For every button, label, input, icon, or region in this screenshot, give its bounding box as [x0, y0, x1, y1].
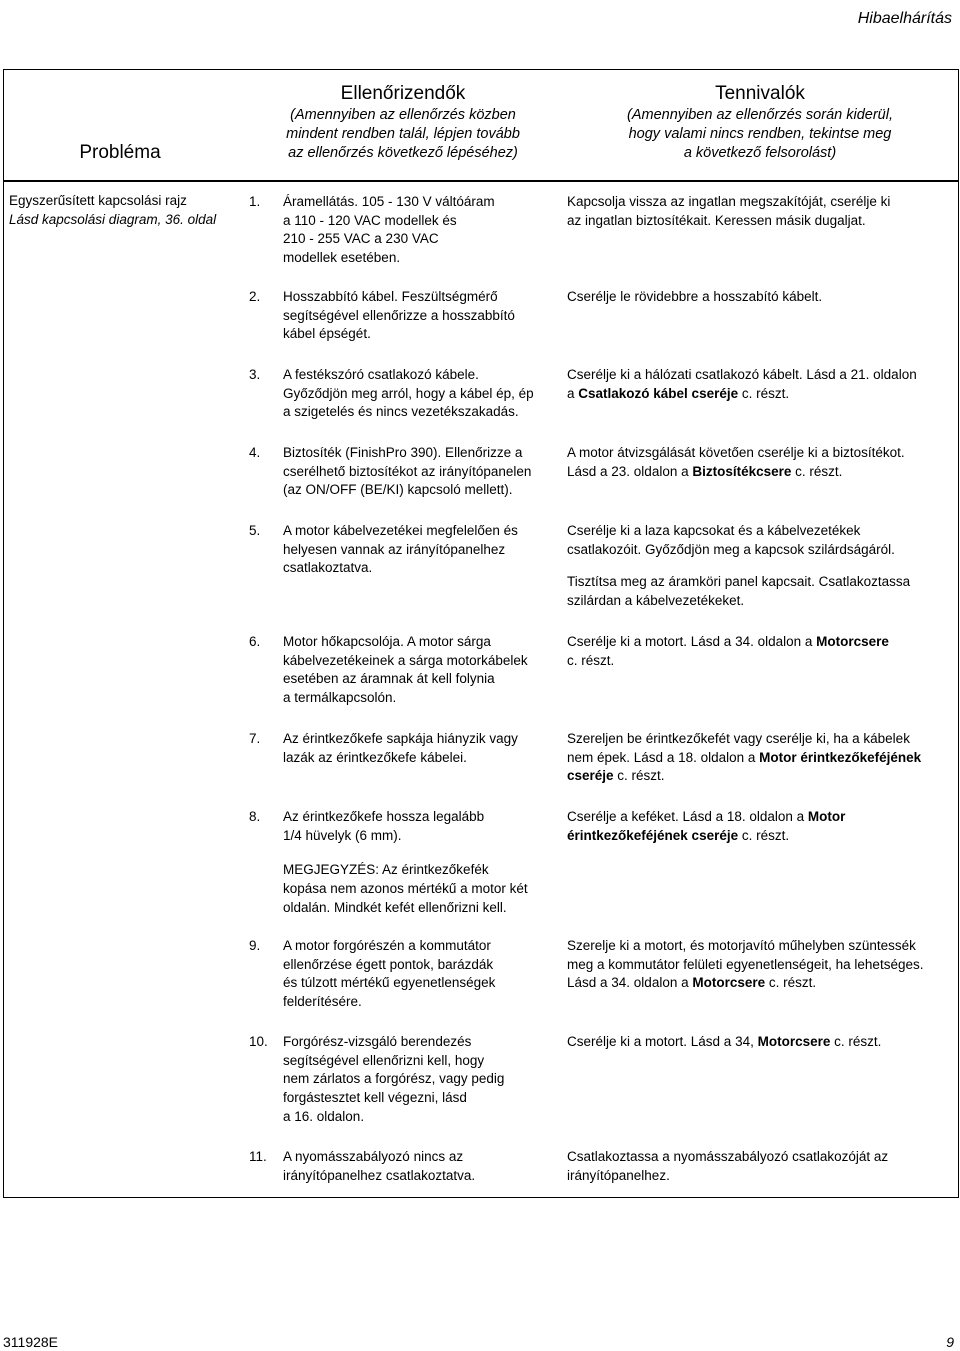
- problem-cell: [9, 192, 216, 229]
- row-5-action-line: csatlakozóit. Győződjön meg a kapcsok szilárdságáról.: [567, 541, 895, 557]
- row-7-action-line: Szereljen be érintkezőkefét vagy cserélje ki, ha a kábelek: [567, 731, 910, 746]
- row-9-check-line: és túlzott mértékű egyenetlenségek: [283, 975, 496, 991]
- header-action-sub-1: (Amennyiben az ellenőrzés során kiderül,: [627, 107, 893, 123]
- row-5-action-line: Cserélje ki a laza kapcsokat és a kábelvezetékek: [567, 523, 861, 538]
- row-2-check-line: Hosszabbító kábel. Feszültségmérő: [283, 289, 498, 304]
- row-10-action-line: [567, 1033, 959, 1052]
- row-7-action-text: nem épek. Lásd a 18. oldalon a: [567, 749, 760, 765]
- row-4-action-text: c. részt.: [791, 463, 843, 479]
- row-10-action-text: c. részt.: [830, 1034, 882, 1049]
- row-6-check-line: esetében az áramnak át kell folynia: [283, 671, 495, 687]
- row-8-note-line: MEGJEGYZÉS: Az érintkezőkefék: [283, 862, 489, 878]
- problem-reference: Lásd kapcsolási diagram, 36. oldal: [9, 211, 217, 227]
- row-3-number: 3.: [249, 367, 261, 382]
- row-6-check-line: Motor hőkapcsolója. A motor sárga: [283, 634, 491, 649]
- row-9-action-line: [567, 974, 959, 993]
- row-1-check-line: Áramellátás. 105 - 130 V váltóáram: [283, 194, 495, 209]
- row-5-action-line: szilárdan a kábelvezetékeket.: [567, 593, 745, 609]
- row-2-check-line: segítségével ellenőrizze a hosszabbító: [283, 307, 515, 323]
- header-rule: [4, 180, 958, 182]
- row-6-action: [567, 633, 959, 670]
- row-8-check-spacer: [283, 845, 573, 861]
- row-8-action-line: [567, 827, 959, 846]
- row-9-check-line: felderítésére.: [283, 994, 362, 1010]
- row-8-action-text: c. részt.: [738, 827, 790, 843]
- row-6-action-line: c. részt.: [567, 652, 615, 668]
- row-10-check: [283, 1033, 573, 1127]
- row-6-check-line: kábelvezetékeinek a sárga motorkábelek: [283, 652, 528, 668]
- row-9-check: [283, 937, 573, 1012]
- row-8-check: [283, 808, 573, 918]
- row-10-action: [567, 1033, 959, 1052]
- row-11-check-line: A nyomásszabályozó nincs az: [283, 1149, 464, 1164]
- header-check-sub-2: mindent rendben talál, lépjen tovább: [286, 126, 520, 142]
- row-11-action-line: Csatlakoztassa a nyomásszabályozó csatlakozóját az: [567, 1149, 889, 1164]
- row-11-check: [283, 1148, 573, 1185]
- row-2-action-line: Cserélje le rövidebbre a hosszabító kábelt.: [567, 289, 823, 304]
- row-10-check-line: a 16. oldalon.: [283, 1108, 365, 1124]
- row-4-action-line: [567, 463, 959, 482]
- row-9-action-line: Szerelje ki a motort, és motorjavító műhelyben szüntessék: [567, 938, 916, 953]
- row-7-number: 7.: [249, 731, 261, 746]
- row-3-check-line: a szigetelés és nincs vezetékszakadás.: [283, 404, 519, 420]
- row-2-action: [567, 288, 959, 307]
- row-6-check: [283, 633, 573, 708]
- row-9-check-line: ellenőrzése égett pontok, barázdák: [283, 956, 494, 972]
- row-8-action-ref: érintkezőkeféjének cseréje: [567, 827, 739, 843]
- row-4-action: [567, 444, 959, 481]
- row-4-check-line: Biztosíték (FinishPro 390). Ellenőrizze a: [283, 445, 523, 460]
- row-10-action-ref: Motorcsere: [757, 1034, 831, 1049]
- row-3-action: [567, 366, 959, 403]
- row-1-action-line: az ingatlan biztosítékait. Keressen másik dugaljat.: [567, 212, 866, 228]
- row-10-check-line: nem zárlatos a forgórész, vagy pedig: [283, 1071, 505, 1087]
- header-action-title: Tennivalók: [715, 83, 805, 104]
- row-8-note-line: oldalán. Mindkét kefét ellenőrizni kell.: [283, 899, 507, 915]
- row-5-check-line: csatlakoztatva.: [283, 560, 373, 576]
- row-3-action-line: Cserélje ki a hálózati csatlakozó kábelt. Lásd a 21. oldalon: [567, 367, 917, 382]
- row-9-check-line: A motor forgórészén a kommutátor: [283, 938, 491, 953]
- row-8-check-line: 1/4 hüvelyk (6 mm).: [283, 827, 402, 843]
- row-7-action: [567, 730, 959, 786]
- row-5-check-line: A motor kábelvezetékei megfelelően és: [283, 523, 518, 538]
- row-1-action-line: Kapcsolja vissza az ingatlan megszakítóját, cserélje ki: [567, 194, 891, 209]
- row-1-number: 1.: [249, 194, 261, 209]
- doc-number: 311928E: [3, 1334, 59, 1350]
- row-7-check-line: lazák az érintkezőkefe kábelei.: [283, 749, 467, 765]
- row-10-action-text: Cserélje ki a motort. Lásd a 34,: [567, 1034, 758, 1049]
- row-11-action: [567, 1148, 959, 1185]
- row-6-action-ref: Motorcsere: [816, 634, 889, 649]
- row-3-action-text: c. részt.: [738, 385, 790, 401]
- row-11-check-line: irányítópanelhez csatlakoztatva.: [283, 1167, 476, 1183]
- row-11-number: 11.: [249, 1149, 267, 1164]
- row-3-action-text: a: [567, 385, 579, 401]
- problem-title: Egyszerűsített kapcsolási rajz: [9, 193, 187, 208]
- row-9-action: [567, 937, 959, 993]
- row-5-action-spacer: [567, 559, 959, 573]
- row-8-action-text: Cserélje a keféket. Lásd a 18. oldalon a: [567, 809, 808, 824]
- row-7-action-ref: cseréje: [567, 768, 614, 784]
- row-5-check-line: helyesen vannak az irányítópanelhez: [283, 541, 506, 557]
- header-check-sub-3: az ellenőrzés következő lépéséhez): [288, 145, 518, 161]
- row-5-number: 5.: [249, 523, 261, 538]
- row-3-action-ref: Csatlakozó kábel cseréje: [578, 385, 739, 401]
- row-7-action-text: c. részt.: [613, 768, 665, 784]
- row-3-check-line: A festékszóró csatlakozó kábele.: [283, 367, 479, 382]
- header-action: [564, 82, 956, 163]
- row-10-check-line: Forgórész-vizsgáló berendezés: [283, 1034, 472, 1049]
- row-9-number: 9.: [249, 938, 261, 953]
- header-check-title: Ellenőrizendők: [340, 83, 466, 104]
- page-number: 9: [946, 1334, 954, 1350]
- row-7-check-line: Az érintkezőkefe sapkája hiányzik vagy: [283, 731, 518, 746]
- row-8-check-line: Az érintkezőkefe hossza legalább: [283, 809, 485, 824]
- row-4-action-ref: Biztosítékcsere: [692, 463, 792, 479]
- row-8-action: [567, 808, 959, 845]
- row-11-action-line: irányítópanelhez.: [567, 1167, 670, 1183]
- row-3-check-line: Győződjön meg arról, hogy a kábel ép, ép: [283, 385, 534, 401]
- row-4-check-line: cserélhető biztosítékot az irányítópanelen: [283, 463, 532, 479]
- row-7-action-line: [567, 749, 959, 768]
- row-4-number: 4.: [249, 445, 261, 460]
- troubleshooting-table: [3, 69, 959, 1198]
- row-8-number: 8.: [249, 809, 261, 824]
- header-check-sub-1: (Amennyiben az ellenőrzés közben: [290, 107, 516, 123]
- row-3-action-line: [567, 385, 959, 404]
- row-4-action-line: A motor átvizsgálását követően cserélje ki a biztosítékot.: [567, 445, 905, 460]
- row-1-action: [567, 193, 959, 230]
- section-title: Hibaelhárítás: [857, 10, 952, 27]
- row-1-check-line: 210 - 255 VAC a 230 VAC: [283, 231, 439, 247]
- row-5-check: [283, 522, 573, 578]
- header-action-sub-2: hogy valami nincs rendben, tekintse meg: [628, 126, 892, 142]
- row-4-action-text: Lásd a 23. oldalon a: [567, 463, 693, 479]
- header-check: [242, 82, 564, 163]
- row-9-action-text: Lásd a 34. oldalon a: [567, 975, 693, 991]
- header-action-sub-3: a következő felsorolást): [683, 145, 837, 161]
- row-10-check-line: segítségével ellenőrizni kell, hogy: [283, 1052, 485, 1068]
- row-2-check-line: kábel épségét.: [283, 326, 371, 342]
- row-5-action: [567, 522, 959, 611]
- row-6-action-text: Cserélje ki a motort. Lásd a 34. oldalon a: [567, 634, 817, 649]
- row-9-action-line: meg a kommutátor felületi egyenetlenségeit, ha lehetséges.: [567, 956, 924, 972]
- row-7-action-ref: Motor érintkezőkeféjének: [759, 749, 922, 765]
- row-8-note-line: kopása nem azonos mértékű a motor két: [283, 881, 528, 897]
- row-10-check-line: forgástesztet kell végezni, lásd: [283, 1090, 467, 1106]
- row-8-action-line: [567, 808, 959, 827]
- row-8-action-ref: Motor: [807, 809, 846, 824]
- row-3-check: [283, 366, 573, 422]
- row-9-action-ref: Motorcsere: [692, 975, 766, 991]
- row-6-check-line: a termálkapcsolón.: [283, 690, 397, 706]
- row-2-number: 2.: [249, 289, 261, 304]
- row-1-check-line: modellek esetében.: [283, 250, 401, 266]
- header-problem: Probléma: [79, 142, 161, 163]
- row-7-action-line: [567, 767, 959, 786]
- row-2-check: [283, 288, 573, 344]
- row-6-number: 6.: [249, 634, 261, 649]
- row-4-check-line: (az ON/OFF (BE/KI) kapcsoló mellett).: [283, 482, 513, 498]
- row-6-action-line: [567, 633, 959, 652]
- row-5-action-line: Tisztítsa meg az áramköri panel kapcsait. Csatlakoztassa: [567, 574, 911, 590]
- row-10-number: 10.: [249, 1034, 268, 1049]
- row-7-check: [283, 730, 573, 767]
- row-1-check: [283, 193, 573, 268]
- row-1-check-line: a 110 - 120 VAC modellek és: [283, 212, 457, 228]
- row-4-check: [283, 444, 573, 500]
- row-9-action-text: c. részt.: [765, 975, 817, 991]
